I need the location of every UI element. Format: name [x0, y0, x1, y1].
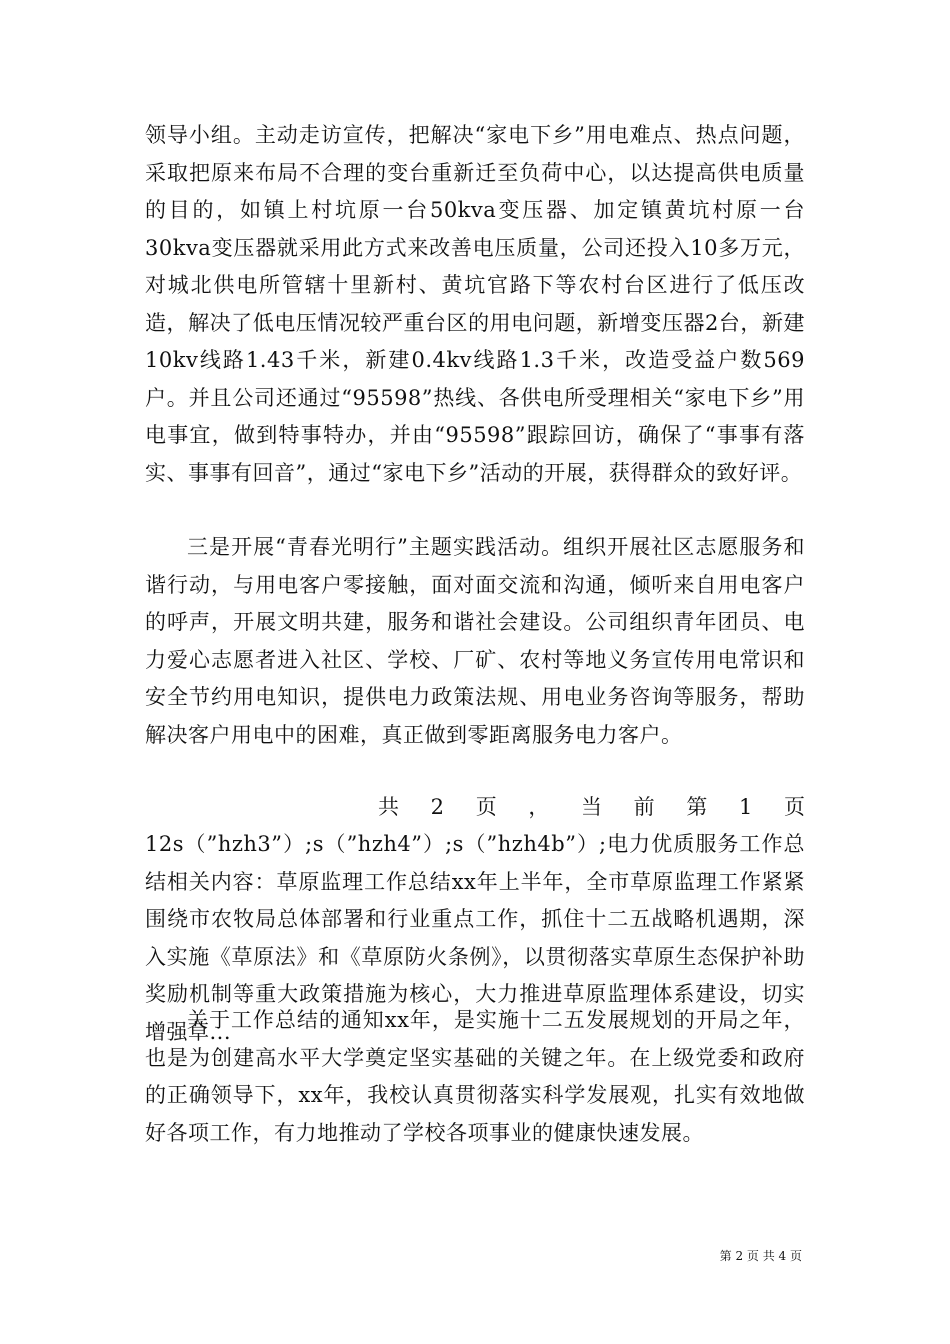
page-indicator-part: 1 — [738, 795, 753, 819]
paragraph-4-block — [145, 1002, 805, 1152]
paragraph-3: 12s（”hzh3”）;s（”hzh4”）;s（”hzh4b”）;电力优质服务工作总结相关内容：草原监理工作总结xx年上半年，全市草原监理工作紧紧围绕市农牧局总体部署和行业重点工作，抓住十二五战略机遇期，深入实施《草原法》和《草原防火条例》，以贯彻落实草原生态保护补助奖励机制等重大政策措施为核心，大力推进草原监理体系建设，切实增强草... — [145, 832, 805, 1044]
paragraph-1: 领导小组。主动走访宣传，把解决“家电下乡”用电难点、热点问题，采取把原来布局不合理的变台重新迁至负荷中心，以达提高供电质量的目的，如镇上村坑原一台50kva变压器、加定镇黄坑村原一台30kva变压器就采用此方式来改善电压质量，公司还投入10多万元，对城北供电所管辖十里新村、黄坑官路下等农村台区进行了低压改造，解决了低电压情况较严重台区的用电问题，新增变压器2台，新建10kv线路1.43千米，新建0.4kv线路1.3千米，改造受益户数569户。并且公司还通过“95598”热线、各供电所受理相关“家电下乡”用电事宜，做到特事特办，并由“95598”跟踪回访，确保了“事事有落实、事事有回音”，通过“家电下乡”活动的开展，获得群众的致好评。 — [145, 123, 805, 485]
page-indicator-part: 前 — [633, 795, 655, 819]
paragraph-2-block — [145, 529, 805, 754]
paragraph-1-block — [145, 117, 805, 492]
page-indicator-part: 页 — [784, 795, 805, 819]
page-indicator-part: 当 — [581, 795, 602, 819]
page-indicator-part: 页 — [475, 795, 497, 819]
paragraph-4: 关于工作总结的通知xx年，是实施十二五发展规划的开局之年，也是为创建高水平大学奠定坚实基础的关键之年。在上级党委和政府的正确领导下，xx年，我校认真贯彻落实科学发展观，扎实有效地做好各项工作，有力地推动了学校各项事业的健康快速发展。 — [145, 1008, 805, 1145]
page-indicator-part: 第 — [686, 795, 708, 819]
page-indicator-part: 2 — [430, 795, 445, 819]
page-footer: 第 2 页 共 4 页 — [719, 1249, 802, 1263]
paragraph-2: 三是开展“青春光明行”主题实践活动。组织开展社区志愿服务和谐行动，与用电客户零接触，面对面交流和沟通，倾听来自用电客户的呼声，开展文明共建，服务和谐社会建设。公司组织青年团员、电力爱心志愿者进入社区、学校、厂矿、农村等地义务宣传用电常识和安全节约用电知识，提供电力政策法规、用电业务咨询等服务，帮助解决客户用电中的困难，真正做到零距离服务电力客户。 — [145, 535, 805, 747]
page-indicator-part: ， — [528, 795, 550, 819]
page-indicator-line — [378, 789, 805, 827]
page-indicator-part: 共 — [378, 795, 399, 819]
